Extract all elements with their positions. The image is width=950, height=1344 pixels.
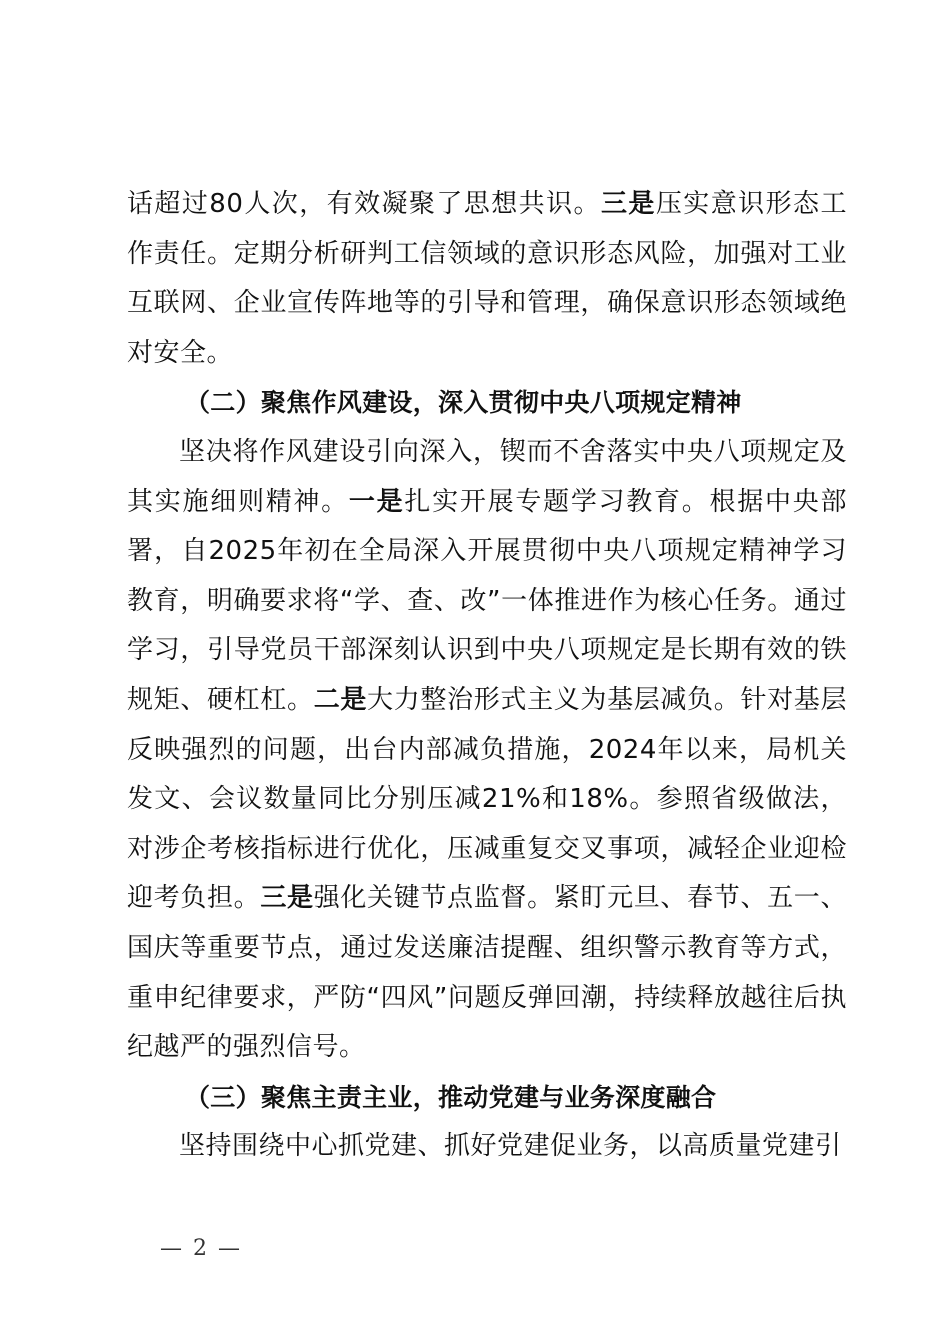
emphasis-label: 三是 xyxy=(600,189,656,219)
paragraph-work-style xyxy=(127,428,847,1073)
section-heading-3: （三）聚焦主责主业，推动党建与业务深度融合 xyxy=(185,1082,717,1112)
emphasis-label: 二是 xyxy=(313,684,368,715)
paragraph-ideology xyxy=(127,180,847,378)
paragraph-text: 话超过80人次，有效凝聚了思想共识。 xyxy=(127,189,601,219)
paragraph-text: 坚决将作风建设引向深入，锲而不舍落实中央八项规定及其实施细则精神。 xyxy=(127,436,847,517)
paragraph-text: 强化关键节点监督。紧盯元旦、春节、五一、国庆等重要节点，通过发送廉洁提醒、组织警示教育等方式，重申纪律要求，严防“四风”问题反弹回潮，持续释放越往后执纪越严的强烈信号。 xyxy=(127,883,847,1063)
page-number: — 2 — xyxy=(160,1236,242,1261)
paragraph-text: 扎实开展专题学习教育。根据中央部署，自2025年初在全局深入开展贯彻中央八项规定精神学习教育，明确要求将“学、查、改”一体推进作为核心任务。通过学习，引导党员干部深刻认识到中央八项规定是长期有效的铁规矩、硬杠杠。 xyxy=(127,486,847,715)
emphasis-label: 三是 xyxy=(260,883,314,914)
document-body xyxy=(127,180,847,1172)
emphasis-label: 一是 xyxy=(348,486,405,517)
section-heading-2: （二）聚焦作风建设，深入贯彻中央八项规定精神 xyxy=(185,388,742,418)
paragraph-text: 压实意识形态工作责任。定期分析研判工信领域的意识形态风险，加强对工业互联网、企业宣传阵地等的引导和管理，确保意识形态领域绝对安全。 xyxy=(127,189,847,368)
paragraph-text: 大力整治形式主义为基层减负。针对基层反映强烈的问题，出台内部减负措施，2024年以来，局机关发文、会议数量同比分别压减21%和18%。参照省级做法，对涉企考核指标进行优化，压减重复交叉事项，减轻企业迎检迎考负担。 xyxy=(127,684,847,914)
paragraph-integration: 坚持围绕中心抓党建、抓好党建促业务，以高质量党建引 xyxy=(179,1131,842,1162)
